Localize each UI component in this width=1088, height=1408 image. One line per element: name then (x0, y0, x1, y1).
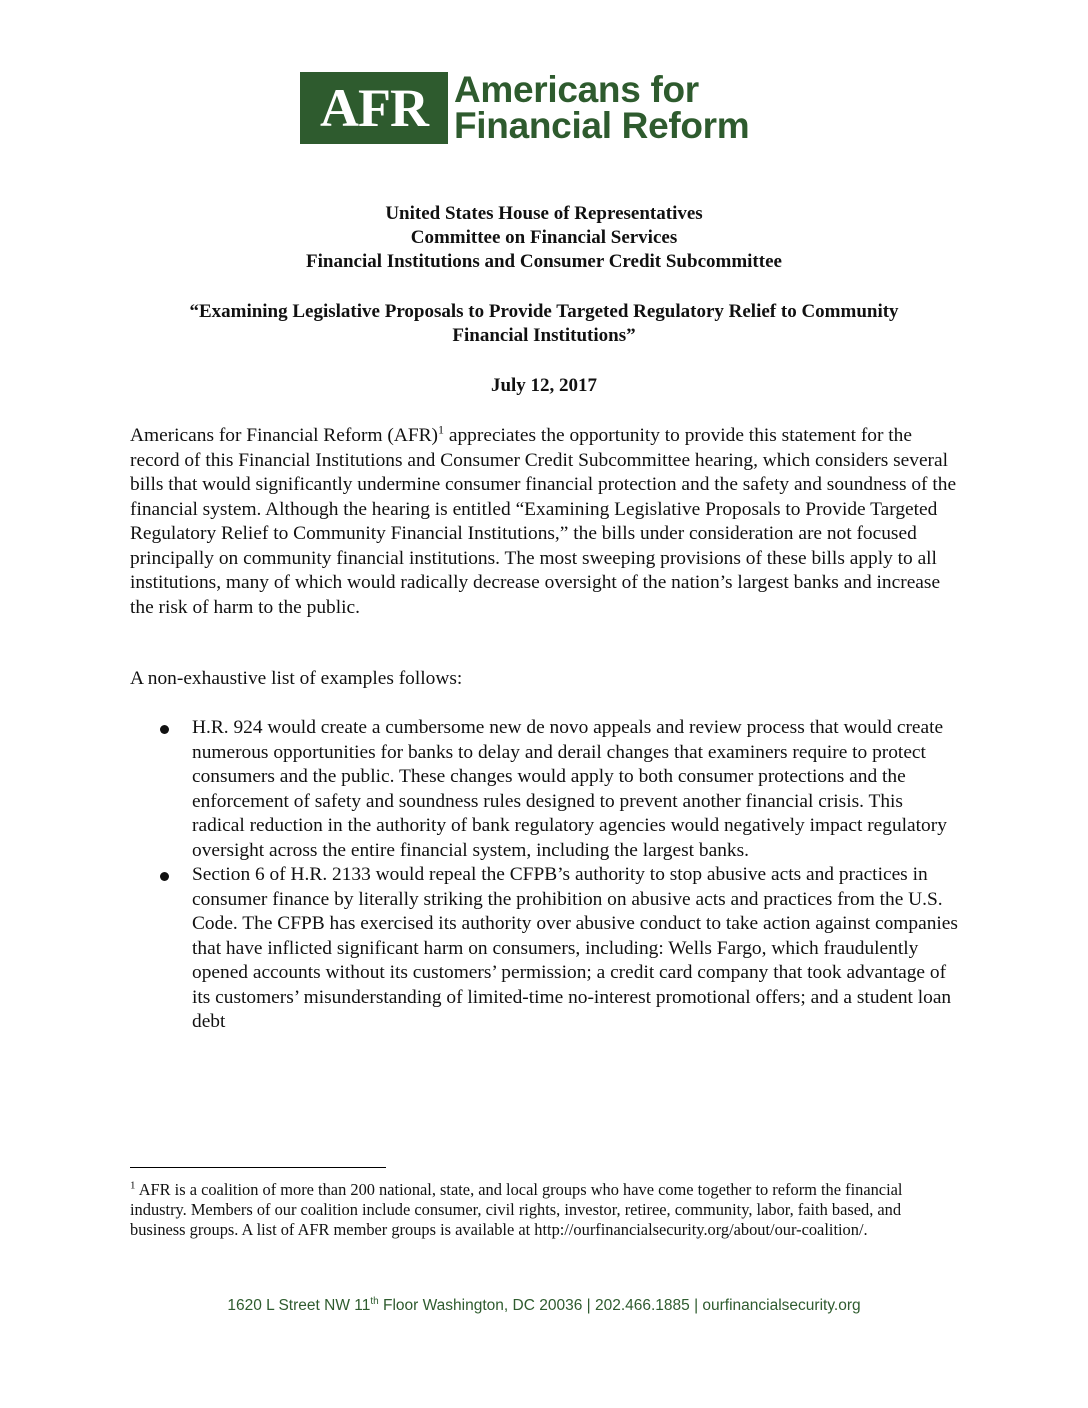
examples-lead: A non-exhaustive list of examples follows: (130, 668, 463, 689)
footnote-number: 1 (130, 1179, 136, 1192)
bullet-icon (160, 872, 169, 881)
logo-name (454, 69, 750, 146)
footnote (130, 1180, 960, 1240)
hearing-title-line-2: Financial Institutions” (452, 325, 636, 346)
bullet-text-hr924: H.R. 924 would create a cumbersome new de novo appeals and review process that would create numerous opportunities for banks to delay and derail changes that examiners require to protect consumers and the public. These changes would apply to both consumer protections and the enforcement of safety and soundness rules designed to prevent another financial crisis. This radical reduction in the authority of bank regulatory agencies would negatively impact regulatory oversight across the entire financial system, including the largest banks. (192, 717, 947, 861)
logo-abbr: AFR (300, 72, 448, 144)
intro-rest: appreciates the opportunity to provide this statement for the record of this Financial Institutions and Consumer Credit Subcommittee hearing, which considers several bills that would significantly undermine consumer financial protection and the safety and soundness of the financial system. Although the hearing is entitled “Examining Legislative Proposals to Provide Targeted Regulatory Relief to Community Financial Institutions,” the bills under consideration are not focused principally on community financial institutions. The most sweeping provisions of these bills apply to all institutions, many of which would radically decrease oversight of the nation’s largest banks and increase the risk of harm to the public. (130, 425, 957, 618)
bullet-icon (160, 725, 169, 734)
footer-address (0, 1297, 1088, 1315)
list-item (130, 863, 960, 1035)
header-subcommittee: Financial Institutions and Consumer Credit Subcommittee (306, 251, 782, 272)
footer-part-1: 1620 L Street NW 11 (227, 1297, 371, 1314)
footer-part-2: Floor Washington, DC 20036 | 202.466.1885 | ourfinancialsecurity.org (378, 1297, 861, 1314)
footnote-divider (130, 1167, 386, 1168)
footnote-text: AFR is a coalition of more than 200 national, state, and local groups who have come together to reform the financial industry. Members of our coalition include consumer, civil rights, investor, retiree, community, labor, faith based, and business groups. A list of AFR member groups is available at http://ourfinancialsecurity.org/about/our-coalition/. (130, 1180, 903, 1239)
list-item (130, 716, 960, 863)
footnote-ref-1[interactable]: 1 (438, 422, 445, 437)
header-house: United States House of Representatives (385, 203, 703, 224)
intro-paragraph (130, 424, 960, 620)
intro-start: Americans for Financial Reform (AFR) (130, 425, 439, 446)
logo-line-1: Americans for (454, 69, 699, 110)
hearing-title-line-1: “Examining Legislative Proposals to Provide Targeted Regulatory Relief to Community (189, 301, 899, 322)
examples-list (130, 716, 960, 1035)
header-committee: Committee on Financial Services (410, 227, 678, 248)
bullet-text-hr2133: Section 6 of H.R. 2133 would repeal the CFPB’s authority to stop abusive acts and practices in consumer finance by literally striking the prohibition on abusive acts and practices from the U.S. Code. The CFPB has exercised its authority over abusive conduct to take action against companies that have inflicted significant harm on consumers, including: Wells Fargo, which fraudulently opened accounts without its customers’ permission; a credit card company that took advantage of its customers’ misunderstanding of limited-time no-interest promotional offers; and a student loan debt (192, 864, 958, 1032)
afr-logo (300, 69, 750, 146)
logo-line-2: Financial Reform (454, 105, 750, 146)
footer-sup: th (370, 1295, 379, 1307)
hearing-date: July 12, 2017 (490, 375, 598, 396)
